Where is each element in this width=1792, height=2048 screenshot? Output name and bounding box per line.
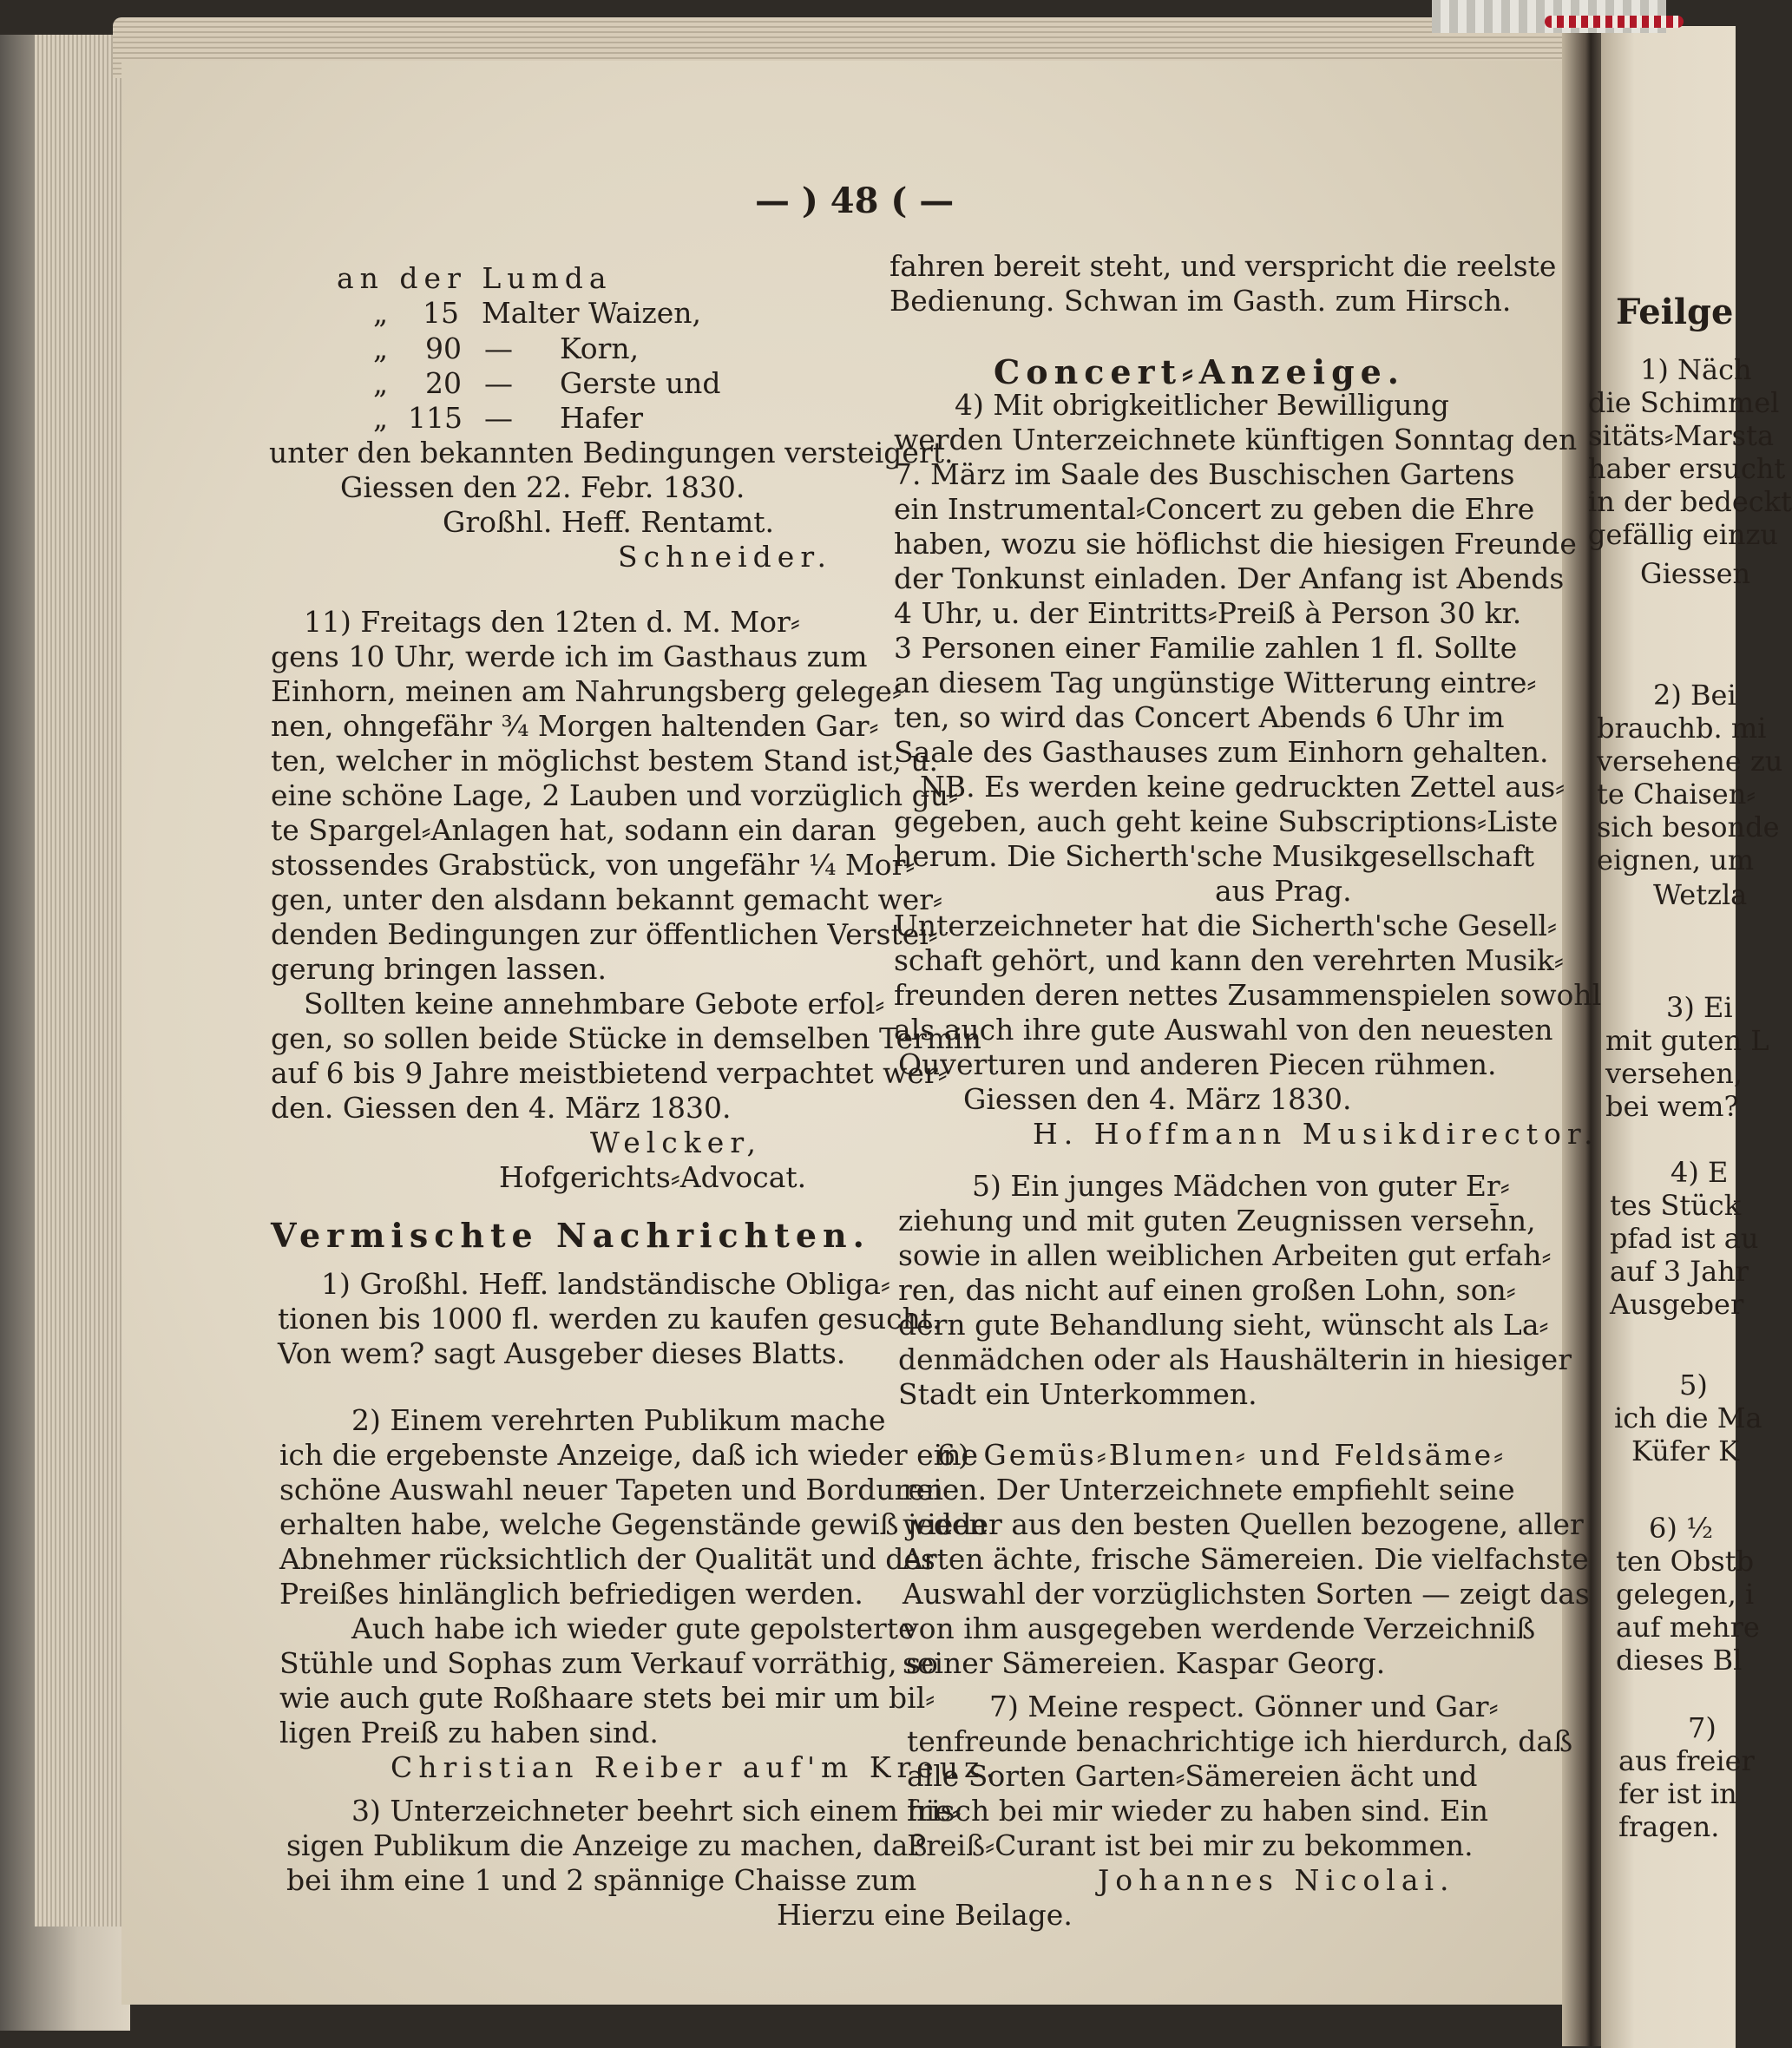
text-line: ren, das nicht auf einen großen Lohn, son⸗ [898, 1273, 1516, 1307]
quantity: 90 [425, 331, 462, 365]
text-line: versehen, [1605, 1057, 1743, 1090]
quantity: 15 [423, 296, 459, 330]
text-line: Unterzeichneter hat die Sicherth'sche Gesell⸗ [894, 909, 1557, 942]
text-line: Auch habe ich wieder gute gepolsterte [351, 1611, 916, 1645]
text-line: Bedienung. Schwan im Gasth. zum Hirsch. [889, 284, 1512, 318]
text-line: brauchb. mi [1597, 712, 1767, 745]
text-line: wieder aus den besten Quellen bezogene, aller [903, 1507, 1584, 1541]
text-line: te Spargel⸗Anlagen hat, sodann ein daran [271, 813, 876, 847]
text-line: Arten ächte, frische Sämereien. Die vielfachste [903, 1542, 1589, 1576]
text-line: Saale des Gasthauses zum Einhorn gehalten. [894, 735, 1549, 769]
text-line: ligen Preiß zu haben sind. [279, 1716, 659, 1749]
ditto-dash: — [484, 401, 513, 435]
text-line: 4) E [1671, 1156, 1729, 1189]
text-line: 1) Großhl. Heff. landständische Obliga⸗ [321, 1267, 890, 1301]
text-line: wie auch gute Roßhaare stets bei mir um bil⸗ [279, 1681, 935, 1715]
text-line: Auswahl der vorzüglichsten Sorten — zeigt das [903, 1577, 1590, 1611]
text-line: gefällig einzu [1588, 518, 1778, 551]
text-line: sigen Publikum die Anzeige zu machen, daß [286, 1828, 928, 1862]
text-line: tenfreunde benachrichtige ich hierdurch, daß [907, 1724, 1573, 1758]
lumda-heading: an der Lumda [337, 261, 613, 295]
text-line: 7) [1688, 1711, 1717, 1744]
notice-signature-title: Hofgerichts⸗Advocat. [499, 1160, 807, 1194]
text-line: seiner Sämereien. Kaspar Georg. [903, 1646, 1386, 1680]
text-line: ich die Ma [1614, 1401, 1762, 1434]
text-line: 3) Unterzeichneter beehrt sich einem hie⸗ [351, 1794, 962, 1828]
text-line: 11) Freitags den 12ten d. M. Mor⸗ [304, 605, 800, 639]
text-line: gen, so sollen beide Stücke in demselben Termin [271, 1021, 981, 1055]
text-line: freunden deren nettes Zusammenspielen sowohl [894, 978, 1602, 1012]
text-line: an diesem Tag ungünstige Witterung eintre⸗ [894, 666, 1537, 699]
text-line: 3) Ei [1666, 991, 1733, 1024]
text-line: Ouverturen und anderen Piecen rühmen. [898, 1047, 1497, 1081]
text-line: 4) Mit obrigkeitlicher Bewilligung [955, 388, 1449, 422]
text-line: Küfer K [1631, 1434, 1739, 1467]
text-line: auf 6 bis 9 Jahre meistbietend verpachtet wer⸗ [271, 1056, 948, 1090]
ditto-mark: „ [373, 331, 389, 365]
quantity: 20 [425, 366, 462, 400]
text-line: als auch ihre gute Auswahl von den neuesten [894, 1013, 1553, 1047]
text-line: aus Prag. [1215, 874, 1352, 908]
text-line: gegeben, auch geht keine Subscriptions⸗Liste [894, 804, 1559, 838]
text-line: in der bedeckt [1588, 485, 1792, 518]
section-heading-concert: Concert⸗Anzeige. [994, 352, 1406, 391]
text-line: sich besonde [1597, 811, 1780, 843]
text-line: sitäts⸗Marsta [1588, 419, 1775, 452]
text-line: denmädchen oder als Haushälterin in hiesiger [898, 1342, 1572, 1376]
text-line: schöne Auswahl neuer Tapeten und Borduren [279, 1473, 944, 1506]
ditto-dash: — [484, 331, 513, 365]
item-name: Korn, [560, 331, 640, 365]
text-line: dieses Bl [1616, 1644, 1743, 1677]
text-line: werden Unterzeichnete künftigen Sonntag den [894, 423, 1578, 456]
ditto-mark: „ [373, 296, 389, 330]
text-line: schaft gehört, und kann den verehrten Musik⸗ [894, 943, 1564, 977]
text-line: alle Sorten Garten⸗Sämereien ächt und [907, 1759, 1478, 1793]
text-line: 4 Uhr, u. der Eintritts⸗Preiß à Person 30 kr. [894, 596, 1522, 630]
text-line: Ausgeber [1610, 1288, 1744, 1321]
text-line: gelegen, i [1616, 1578, 1755, 1611]
notice-signature: Johannes Nicolai. [1098, 1863, 1455, 1897]
text-line: auf mehre [1616, 1611, 1760, 1644]
text-line: denden Bedingungen zur öffentlichen Verstei⸗ [271, 917, 938, 951]
lumda-signature: Schneider. [618, 540, 832, 574]
text-line: 5) Ein junges Mädchen von guter Er⸗ [972, 1169, 1510, 1203]
text-line: ziehung und mit guten Zeugnissen verseh̄n, [898, 1204, 1536, 1237]
text-line: frisch bei mir wieder zu haben sind. Ein [907, 1794, 1488, 1828]
supplement-note: Hierzu eine Beilage. [777, 1898, 1073, 1932]
text-line: erhalten habe, welche Gegenstände gewiß jeden [279, 1507, 988, 1541]
text-line: Wetzla [1653, 878, 1748, 911]
text-line: die Schimmel [1588, 386, 1780, 419]
text-line: tionen bis 1000 fl. werden zu kaufen gesucht. [278, 1302, 942, 1336]
item-name: Hafer [560, 401, 643, 435]
text-line: ich die ergebenste Anzeige, daß ich wieder eine [279, 1438, 978, 1472]
text-line: haber ersucht [1588, 452, 1786, 485]
text-line: NB. Es werden keine gedruckten Zettel aus⸗ [920, 770, 1566, 804]
text-line: bei wem? [1605, 1090, 1739, 1123]
text-line: Einhorn, meinen am Nahrungsberg gelege⸗ [271, 674, 902, 708]
text-line: Preißes hinlänglich befriedigen werden. [279, 1577, 863, 1611]
text-line: aus freier [1618, 1744, 1755, 1777]
text-line: fragen. [1618, 1810, 1720, 1843]
ditto-mark: „ [373, 401, 389, 435]
page-number: — ) 48 ( — [755, 181, 955, 221]
item-name: Malter Waizen, [482, 296, 702, 330]
text-line: auf 3 Jahr [1610, 1255, 1749, 1288]
text-line: gens 10 Uhr, werde ich im Gasthaus zum [271, 640, 868, 673]
text-line: 7. März im Saale des Buschischen Gartens [894, 457, 1515, 491]
text-line: Von wem? sagt Ausgeber dieses Blatts. [278, 1336, 846, 1370]
text-line: Feilge [1616, 292, 1734, 332]
text-line: ten Obstb [1616, 1545, 1755, 1578]
text-line: 2) Bei [1653, 679, 1736, 712]
text-line: Stadt ein Unterkommen. [898, 1377, 1257, 1411]
text-line: eine schöne Lage, 2 Lauben und vorzüglich gu⸗ [271, 778, 958, 812]
text-line: sowie in allen weiblichen Arbeiten gut erfah⸗ [898, 1238, 1552, 1272]
ditto-dash: — [484, 366, 513, 400]
notice-signature: Christian Reiber auf'm Kreuz. [391, 1750, 1001, 1784]
text-line: 6) ¹⁄₂ [1649, 1512, 1714, 1545]
text-line: ten, so wird das Concert Abends 6 Uhr im [894, 700, 1505, 734]
text-line: stossendes Grabstück, von ungefähr ¹⁄₄ Mor⸗ [271, 848, 916, 882]
text-line: Giessen den 4. März 1830. [963, 1082, 1352, 1116]
lumda-office: Großhl. Heff. Rentamt. [443, 505, 774, 539]
lumda-date: Giessen den 22. Febr. 1830. [340, 470, 745, 504]
text-line: haben, wozu sie höflichst die hiesigen Freunde [894, 527, 1577, 561]
text-line: Abnehmer rücksichtlich der Qualität und des [279, 1542, 935, 1576]
section-heading-vermischte: Vermischte Nachrichten. [271, 1216, 870, 1255]
text-line: 6) Gemüs⸗Blumen⸗ und Feldsäme⸗ [937, 1438, 1506, 1472]
lumda-tail: unter den bekannten Bedingungen versteigert. [269, 436, 954, 469]
text-line: Preiß⸗Curant ist bei mir zu bekommen. [907, 1828, 1474, 1862]
text-line: 7) Meine respect. Gönner und Gar⸗ [989, 1690, 1499, 1723]
quantity: 115 [408, 401, 463, 435]
text-line: Sollten keine annehmbare Gebote erfol⸗ [304, 987, 885, 1021]
text-line: 1) Näch [1640, 353, 1752, 386]
text-line: der Tonkunst einladen. Der Anfang ist Abends [894, 561, 1565, 595]
text-line: ein Instrumental⸗Concert zu geben die Ehre [894, 492, 1535, 526]
bookmark-cord [1545, 16, 1684, 28]
text-line: ten, welcher in möglichst bestem Stand ist, u. [271, 744, 939, 778]
text-line: bei ihm eine 1 und 2 spännige Chaisse zum [286, 1863, 917, 1897]
text-line: herum. Die Sicherth'sche Musikgesellschaft [894, 839, 1535, 873]
text-line: 5) [1679, 1369, 1708, 1401]
text-line: fer ist in [1618, 1777, 1737, 1810]
notice-signature: H. Hoffmann Musikdirector. [1033, 1117, 1599, 1151]
text-line: pfad ist au [1610, 1222, 1759, 1255]
notice-signature: Welcker, [590, 1126, 762, 1159]
ditto-mark: „ [373, 366, 389, 400]
text-line: dern gute Behandlung sieht, wünscht als La⸗ [898, 1308, 1549, 1342]
text-line: eignen, um [1597, 843, 1755, 876]
text-line: tes Stück [1610, 1189, 1742, 1222]
text-line: 2) Einem verehrten Publikum mache [351, 1403, 886, 1437]
text-line: von ihm ausgegeben werdende Verzeichniß [903, 1611, 1536, 1645]
text-line: nen, ohngefähr ³⁄₄ Morgen haltenden Gar⸗ [271, 709, 879, 743]
text-line: 3 Personen einer Familie zahlen 1 fl. Sollte [894, 631, 1518, 665]
text-line: mit guten L [1605, 1024, 1769, 1057]
text-line: fahren bereit steht, und verspricht die reelste [889, 249, 1557, 283]
text-line: versehene zu [1597, 745, 1783, 778]
text-line: den. Giessen den 4. März 1830. [271, 1091, 732, 1125]
text-line: gerung bringen lassen. [271, 952, 607, 986]
text-line: Giessen [1640, 557, 1751, 590]
text-line: reien. Der Unterzeichnete empfiehlt seine [903, 1473, 1515, 1506]
text-line: gen, unter den alsdann bekannt gemacht wer⸗ [271, 883, 943, 916]
item-name: Gerste und [560, 366, 721, 400]
text-line: Stühle und Sophas zum Verkauf vorräthig, so [279, 1646, 938, 1680]
text-line: te Chaisen⸗ [1597, 778, 1756, 811]
